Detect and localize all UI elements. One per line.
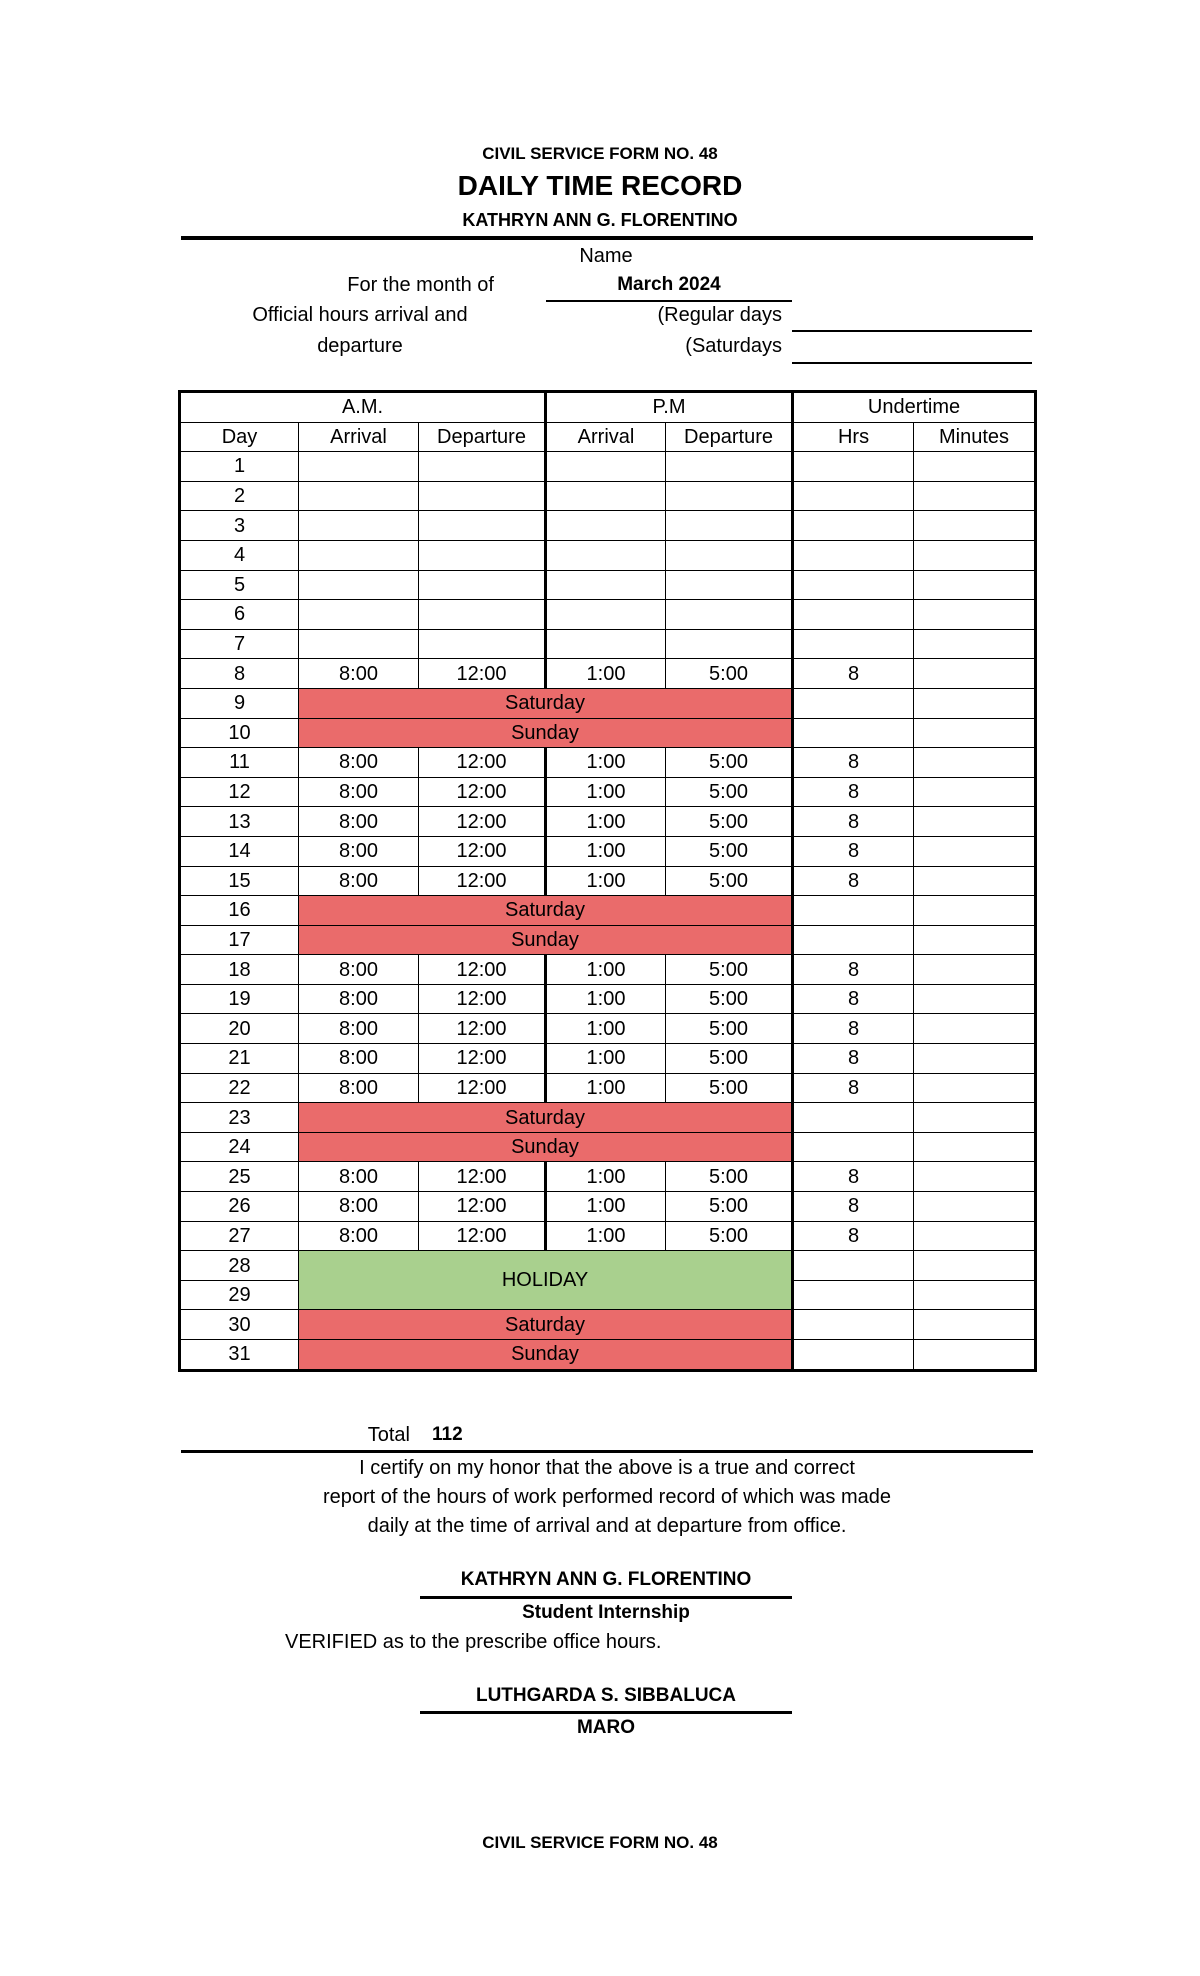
pm-arrival-cell [546, 452, 666, 482]
undertime-hrs-cell: 8 [793, 1073, 914, 1103]
pm-arrival-cell: 1:00 [546, 1162, 666, 1192]
name-label: Name [579, 245, 633, 267]
undertime-hrs-cell [793, 452, 914, 482]
pm-arrival-cell: 1:00 [546, 659, 666, 689]
am-departure-cell: 12:00 [419, 984, 546, 1014]
sunday-band: Sunday [299, 925, 793, 955]
am-arrival-cell: 8:00 [299, 777, 419, 807]
undertime-minutes-cell [914, 955, 1036, 985]
undertime-hrs-cell [793, 540, 914, 570]
table-row [180, 718, 1036, 748]
employee-name: KATHRYN ANN G. FLORENTINO [462, 210, 738, 230]
pm-departure-cell: 5:00 [666, 836, 793, 866]
official-hours-label: Official hours arrival and [252, 304, 468, 326]
am-departure-cell [419, 540, 546, 570]
undertime-hrs-header: Hrs [793, 422, 914, 452]
pm-arrival-cell: 1:00 [546, 748, 666, 778]
day-cell: 26 [180, 1192, 299, 1222]
undertime-hrs-cell [793, 1280, 914, 1310]
sunday-band: Sunday [299, 1132, 793, 1162]
sunday-band: Sunday [299, 1340, 793, 1371]
table-row [180, 1073, 1036, 1103]
undertime-minutes-cell [914, 807, 1036, 837]
saturday-band: Saturday [299, 896, 793, 926]
table-row [180, 925, 1036, 955]
undertime-minutes-cell [914, 1103, 1036, 1133]
am-arrival-cell [299, 511, 419, 541]
pm-group-header: P.M [546, 392, 793, 423]
pm-departure-cell [666, 570, 793, 600]
undertime-hrs-cell: 8 [793, 836, 914, 866]
undertime-minutes-cell [914, 1192, 1036, 1222]
pm-arrival-cell [546, 540, 666, 570]
table-row [180, 1162, 1036, 1192]
am-departure-cell: 12:00 [419, 777, 546, 807]
undertime-hrs-cell: 8 [793, 807, 914, 837]
page-title: DAILY TIME RECORD [457, 170, 743, 201]
undertime-minutes-cell [914, 1221, 1036, 1251]
pm-arrival-cell: 1:00 [546, 836, 666, 866]
signature-line [420, 1596, 792, 1599]
day-cell: 30 [180, 1310, 299, 1340]
pm-arrival-cell: 1:00 [546, 866, 666, 896]
am-departure-cell: 12:00 [419, 955, 546, 985]
pm-departure-cell: 5:00 [666, 1192, 793, 1222]
undertime-minutes-cell [914, 1073, 1036, 1103]
am-departure-cell: 12:00 [419, 1073, 546, 1103]
undertime-minutes-cell [914, 540, 1036, 570]
day-cell: 13 [180, 807, 299, 837]
undertime-group-header: Undertime [793, 392, 1036, 423]
am-departure-cell [419, 481, 546, 511]
am-arrival-cell [299, 600, 419, 630]
day-cell: 10 [180, 718, 299, 748]
signatory-role: Student Internship [522, 1602, 690, 1623]
undertime-hrs-cell: 8 [793, 1044, 914, 1074]
undertime-hrs-cell: 8 [793, 984, 914, 1014]
day-cell: 1 [180, 452, 299, 482]
am-arrival-cell: 8:00 [299, 955, 419, 985]
am-departure-cell: 12:00 [419, 866, 546, 896]
table-row [180, 540, 1036, 570]
column-header-row [180, 422, 1036, 452]
saturday-band: Saturday [299, 688, 793, 718]
pm-arrival-cell [546, 629, 666, 659]
day-cell: 8 [180, 659, 299, 689]
am-departure-cell [419, 511, 546, 541]
undertime-minutes-cell [914, 570, 1036, 600]
saturdays-label: (Saturdays [685, 335, 782, 357]
undertime-hrs-cell [793, 718, 914, 748]
table-row [180, 1310, 1036, 1340]
undertime-hrs-cell [793, 688, 914, 718]
undertime-minutes-cell [914, 896, 1036, 926]
am-arrival-cell: 8:00 [299, 1192, 419, 1222]
undertime-hrs-cell [793, 629, 914, 659]
pm-departure-header: Departure [666, 422, 793, 452]
verified-text: VERIFIED as to the prescribe office hours. [285, 1631, 662, 1653]
pm-arrival-cell: 1:00 [546, 807, 666, 837]
day-cell: 15 [180, 866, 299, 896]
form-number-top: CIVIL SERVICE FORM NO. 48 [482, 144, 718, 163]
certification-text: report of the hours of work performed record of which was made [322, 1486, 892, 1508]
am-arrival-cell: 8:00 [299, 807, 419, 837]
day-cell: 14 [180, 836, 299, 866]
table-row [180, 1103, 1036, 1133]
undertime-minutes-cell [914, 1280, 1036, 1310]
day-cell: 5 [180, 570, 299, 600]
am-arrival-cell: 8:00 [299, 1044, 419, 1074]
undertime-hrs-cell [793, 1310, 914, 1340]
undertime-minutes-cell [914, 688, 1036, 718]
undertime-hrs-cell: 8 [793, 955, 914, 985]
pm-departure-cell: 5:00 [666, 955, 793, 985]
pm-arrival-cell: 1:00 [546, 1192, 666, 1222]
verifier-role: MARO [576, 1717, 636, 1738]
pm-arrival-cell: 1:00 [546, 1014, 666, 1044]
am-arrival-cell: 8:00 [299, 836, 419, 866]
day-cell: 16 [180, 896, 299, 926]
table-row [180, 1132, 1036, 1162]
pm-arrival-cell: 1:00 [546, 777, 666, 807]
day-cell: 4 [180, 540, 299, 570]
am-arrival-cell: 8:00 [299, 659, 419, 689]
undertime-hrs-cell: 8 [793, 659, 914, 689]
day-column-header: Day [180, 422, 299, 452]
pm-departure-cell [666, 452, 793, 482]
undertime-minutes-cell [914, 1014, 1036, 1044]
saturdays-field [792, 362, 1032, 364]
undertime-minutes-cell [914, 1132, 1036, 1162]
undertime-hrs-cell: 8 [793, 1192, 914, 1222]
pm-arrival-header: Arrival [546, 422, 666, 452]
verifier-name: LUTHGARDA S. SIBBALUCA [475, 1685, 736, 1706]
pm-departure-cell [666, 540, 793, 570]
saturday-band: Saturday [299, 1103, 793, 1133]
undertime-hrs-cell [793, 481, 914, 511]
pm-arrival-cell: 1:00 [546, 984, 666, 1014]
undertime-hrs-cell [793, 511, 914, 541]
pm-departure-cell: 5:00 [666, 659, 793, 689]
day-cell: 22 [180, 1073, 299, 1103]
am-departure-cell: 12:00 [419, 1044, 546, 1074]
undertime-hrs-cell [793, 1251, 914, 1281]
month-label: For the month of [347, 274, 494, 296]
am-departure-header: Departure [419, 422, 546, 452]
undertime-minutes-cell [914, 718, 1036, 748]
day-cell: 29 [180, 1280, 299, 1310]
undertime-minutes-cell [914, 452, 1036, 482]
undertime-minutes-header: Minutes [914, 422, 1036, 452]
table-row [180, 600, 1036, 630]
undertime-hrs-cell: 8 [793, 1162, 914, 1192]
undertime-minutes-cell [914, 777, 1036, 807]
am-departure-cell: 12:00 [419, 1162, 546, 1192]
pm-departure-cell [666, 511, 793, 541]
am-departure-cell: 12:00 [419, 748, 546, 778]
month-value: March 2024 [617, 274, 721, 295]
am-arrival-cell [299, 481, 419, 511]
undertime-hrs-cell [793, 1103, 914, 1133]
undertime-minutes-cell [914, 1340, 1036, 1371]
pm-arrival-cell [546, 600, 666, 630]
undertime-minutes-cell [914, 1310, 1036, 1340]
certification-text: daily at the time of arrival and at departure from office. [367, 1515, 847, 1537]
total-hours: 112 [432, 1424, 463, 1445]
day-cell: 23 [180, 1103, 299, 1133]
table-row [180, 452, 1036, 482]
table-row [180, 481, 1036, 511]
undertime-hrs-cell [793, 925, 914, 955]
undertime-minutes-cell [914, 748, 1036, 778]
table-row [180, 807, 1036, 837]
header-rule [181, 236, 1033, 240]
day-cell: 31 [180, 1340, 299, 1371]
official-hours-label-2: departure [317, 335, 403, 357]
table-row [180, 777, 1036, 807]
am-arrival-cell: 8:00 [299, 1221, 419, 1251]
undertime-minutes-cell [914, 659, 1036, 689]
undertime-hrs-cell [793, 600, 914, 630]
am-departure-cell: 12:00 [419, 1192, 546, 1222]
table-row [180, 629, 1036, 659]
day-cell: 17 [180, 925, 299, 955]
am-departure-cell [419, 452, 546, 482]
form-number-bottom: CIVIL SERVICE FORM NO. 48 [482, 1833, 718, 1852]
day-cell: 24 [180, 1132, 299, 1162]
pm-departure-cell: 5:00 [666, 1073, 793, 1103]
undertime-hrs-cell: 8 [793, 1014, 914, 1044]
am-arrival-cell [299, 540, 419, 570]
undertime-hrs-cell [793, 896, 914, 926]
day-cell: 2 [180, 481, 299, 511]
day-cell: 21 [180, 1044, 299, 1074]
day-cell: 28 [180, 1251, 299, 1281]
day-cell: 20 [180, 1014, 299, 1044]
table-row [180, 836, 1036, 866]
pm-arrival-cell: 1:00 [546, 1044, 666, 1074]
undertime-minutes-cell [914, 511, 1036, 541]
am-departure-cell: 12:00 [419, 807, 546, 837]
undertime-hrs-cell [793, 1340, 914, 1371]
regular-days-label: (Regular days [657, 304, 782, 326]
group-header-row [180, 392, 1036, 423]
am-departure-cell: 12:00 [419, 1221, 546, 1251]
am-arrival-cell: 8:00 [299, 984, 419, 1014]
pm-arrival-cell: 1:00 [546, 955, 666, 985]
time-record-table [178, 390, 1037, 1372]
am-departure-cell: 12:00 [419, 1014, 546, 1044]
am-arrival-cell [299, 570, 419, 600]
day-cell: 27 [180, 1221, 299, 1251]
am-arrival-cell: 8:00 [299, 866, 419, 896]
undertime-hrs-cell: 8 [793, 777, 914, 807]
am-group-header: A.M. [180, 392, 546, 423]
table-row [180, 748, 1036, 778]
day-cell: 18 [180, 955, 299, 985]
undertime-minutes-cell [914, 836, 1036, 866]
regular-days-field [792, 330, 1032, 332]
am-departure-cell [419, 629, 546, 659]
table-row [180, 1192, 1036, 1222]
undertime-hrs-cell: 8 [793, 748, 914, 778]
undertime-hrs-cell [793, 1132, 914, 1162]
pm-departure-cell: 5:00 [666, 866, 793, 896]
undertime-minutes-cell [914, 1162, 1036, 1192]
saturday-band: Saturday [299, 1310, 793, 1340]
am-departure-cell [419, 600, 546, 630]
table-row [180, 1340, 1036, 1371]
undertime-minutes-cell [914, 600, 1036, 630]
pm-arrival-cell: 1:00 [546, 1221, 666, 1251]
pm-departure-cell [666, 481, 793, 511]
pm-arrival-cell [546, 511, 666, 541]
undertime-minutes-cell [914, 1251, 1036, 1281]
am-arrival-cell: 8:00 [299, 1014, 419, 1044]
undertime-hrs-cell: 8 [793, 1221, 914, 1251]
table-row [180, 984, 1036, 1014]
day-cell: 3 [180, 511, 299, 541]
table-row [180, 570, 1036, 600]
am-departure-cell: 12:00 [419, 659, 546, 689]
pm-departure-cell: 5:00 [666, 748, 793, 778]
day-cell: 12 [180, 777, 299, 807]
certification-text: I certify on my honor that the above is a true and correct [359, 1457, 855, 1479]
undertime-minutes-cell [914, 866, 1036, 896]
month-underline [546, 300, 792, 302]
pm-arrival-cell [546, 481, 666, 511]
pm-departure-cell: 5:00 [666, 1162, 793, 1192]
am-departure-cell: 12:00 [419, 836, 546, 866]
pm-departure-cell: 5:00 [666, 1221, 793, 1251]
sunday-band: Sunday [299, 718, 793, 748]
am-arrival-cell: 8:00 [299, 1073, 419, 1103]
day-cell: 7 [180, 629, 299, 659]
undertime-minutes-cell [914, 629, 1036, 659]
day-cell: 9 [180, 688, 299, 718]
signatory-name: KATHRYN ANN G. FLORENTINO [460, 1569, 752, 1590]
undertime-minutes-cell [914, 1044, 1036, 1074]
table-row [180, 659, 1036, 689]
pm-departure-cell: 5:00 [666, 984, 793, 1014]
pm-departure-cell [666, 629, 793, 659]
undertime-minutes-cell [914, 481, 1036, 511]
holiday-band: HOLIDAY [299, 1251, 793, 1310]
table-row [180, 1014, 1036, 1044]
am-arrival-header: Arrival [299, 422, 419, 452]
undertime-hrs-cell [793, 570, 914, 600]
table-row [180, 1221, 1036, 1251]
day-cell: 25 [180, 1162, 299, 1192]
table-row [180, 896, 1036, 926]
undertime-minutes-cell [914, 984, 1036, 1014]
pm-departure-cell: 5:00 [666, 807, 793, 837]
pm-departure-cell [666, 600, 793, 630]
day-cell: 19 [180, 984, 299, 1014]
table-row [180, 1251, 1036, 1281]
pm-departure-cell: 5:00 [666, 777, 793, 807]
am-arrival-cell: 8:00 [299, 748, 419, 778]
am-arrival-cell [299, 452, 419, 482]
table-row [180, 955, 1036, 985]
table-row [180, 1044, 1036, 1074]
undertime-hrs-cell: 8 [793, 866, 914, 896]
total-label: Total [367, 1424, 410, 1446]
table-row [180, 511, 1036, 541]
pm-departure-cell: 5:00 [666, 1044, 793, 1074]
total-rule [181, 1450, 1033, 1453]
am-arrival-cell [299, 629, 419, 659]
day-cell: 11 [180, 748, 299, 778]
pm-arrival-cell [546, 570, 666, 600]
table-row [180, 688, 1036, 718]
pm-departure-cell: 5:00 [666, 1014, 793, 1044]
undertime-minutes-cell [914, 925, 1036, 955]
table-row [180, 866, 1036, 896]
am-arrival-cell: 8:00 [299, 1162, 419, 1192]
day-cell: 6 [180, 600, 299, 630]
am-departure-cell [419, 570, 546, 600]
verifier-signature-line [420, 1711, 792, 1714]
pm-arrival-cell: 1:00 [546, 1073, 666, 1103]
